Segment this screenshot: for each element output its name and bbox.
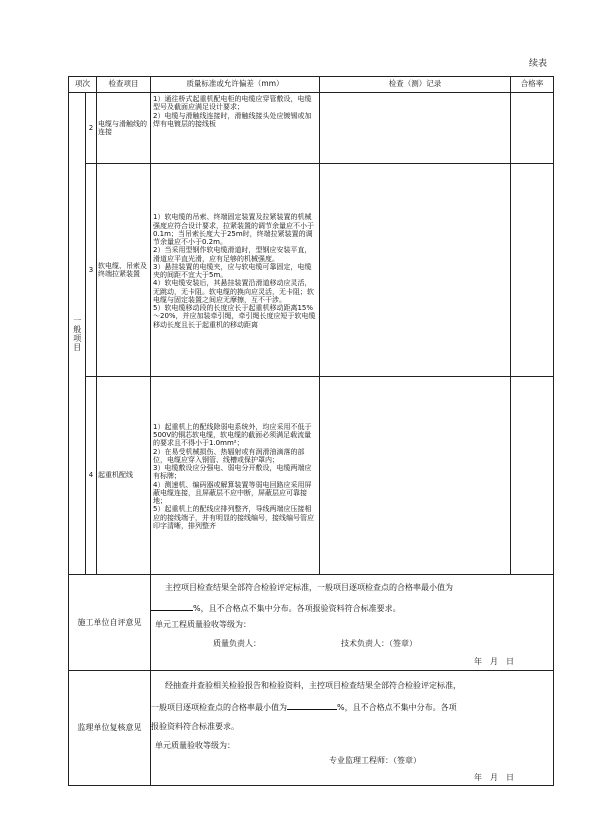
standard-line: 3）悬挂装置的电缆夹，应与软电缆可靠固定，电缆夹的间距不宜大于5m。 xyxy=(153,262,312,279)
header-pass-rate: 合格率 xyxy=(511,77,554,93)
supervision-line4: 单元质量验收等级为： xyxy=(155,741,235,750)
category-cell xyxy=(69,93,86,575)
standard-line: 1）软电缆的吊索、终端固定装置及拉紧装置的机械强度应符合设计要求，拉紧装置的调节余量应不小于0.1m；当吊索长度大于25m时，终端拉紧装置的调节余量应不小于0.2m。 xyxy=(153,213,314,246)
construction-line1: 主控项目检查结果全部符合检验评定标准，一般项目逐项检查点的合格率最小值为 xyxy=(165,583,453,592)
header-record: 检查（测）记录 xyxy=(320,77,511,93)
record-cell[interactable] xyxy=(320,164,511,377)
row-item: 软电缆、吊索及终端拉紧装置 xyxy=(97,164,151,377)
row-no: 3 xyxy=(86,164,97,377)
continued-label: 续表 xyxy=(529,59,548,69)
standard-line: 4）测速机、编码器或解算装置等弱电回路应采用屏蔽电缆连接，且屏蔽层不应中断，屏蔽层应可靠接地； xyxy=(153,480,312,506)
supervision-opinion xyxy=(151,671,554,786)
row-standard xyxy=(151,93,320,164)
tech-lead: 技术负责人：（签章） xyxy=(341,639,417,648)
row-item: 起重机配线 xyxy=(97,377,151,575)
standard-line: 1）通往桥式起重机配电柜的电缆应穿管敷设，电缆型号及截面应满足设计要求； xyxy=(153,95,312,112)
construction-line3: 单元工程质量验收等级为： xyxy=(155,620,251,629)
supervision-line2 xyxy=(151,701,457,713)
pass-rate-cell[interactable] xyxy=(511,377,554,575)
row-standard xyxy=(151,164,320,377)
inspection-table xyxy=(68,76,554,786)
table-row xyxy=(69,164,554,377)
construction-date: 年 月 日 xyxy=(474,657,514,666)
construction-label: 施工单位自评意见 xyxy=(69,575,151,671)
min-pass-rate-blank[interactable] xyxy=(151,602,193,611)
supervision-opinion-row xyxy=(69,671,554,786)
record-cell[interactable] xyxy=(320,377,511,575)
construction-opinion-row xyxy=(69,575,554,671)
header-check-item: 检查项目 xyxy=(97,77,151,93)
standard-line: 5）起重机上的配线应排列整齐，导线两端应压接相应的接线端子，并有明显的接线编号，接线编号管应印字清晰，排列整齐 xyxy=(153,505,314,530)
pass-rate-cell[interactable] xyxy=(511,93,554,164)
min-pass-rate-blank[interactable] xyxy=(287,701,337,710)
supervision-line2-prefix: 一般项目逐项检查点的合格率最小值为 xyxy=(151,703,287,712)
header-item-no: 项次 xyxy=(69,77,97,93)
header-row xyxy=(69,77,554,93)
row-no: 2 xyxy=(86,93,97,164)
construction-line2 xyxy=(151,602,401,614)
construction-line2-text: %，且不合格点不集中分布。各项报验资料符合标准要求。 xyxy=(193,604,401,613)
record-cell[interactable] xyxy=(320,93,511,164)
standard-line: 3）电缆敷设应分强电、弱电分开敷设，电缆两端应有标牌； xyxy=(153,464,312,481)
supervision-line1: 经抽查并查验相关检验报告和检验资料，主控项目检查结果全部符合检验评定标准， xyxy=(165,681,461,690)
supervision-line2-suffix: %，且不合格点不集中分布。各项 xyxy=(337,703,457,712)
standard-line: 1）起重机上的配线除弱电系统外，均应采用不低于500V的铜芯软电缆，软电缆的截面必须满足载流量的要求且不得小于1.0mm²； xyxy=(153,422,312,448)
supervision-engineer: 专业监理工程师：（签章） xyxy=(329,756,421,765)
row-item: 电缆与滑触线的连接 xyxy=(97,93,151,164)
pass-rate-cell[interactable] xyxy=(511,164,554,377)
header-quality-standard: 质量标准或允许偏差（mm） xyxy=(151,77,320,93)
construction-opinion xyxy=(151,575,554,671)
supervision-line3: 报验资料符合标准要求。 xyxy=(151,722,239,731)
standard-line: 2）电缆与滑触线连接时，滑触线接头处应镀锡或加焊有电镀层的接线板 xyxy=(153,111,312,128)
supervision-date: 年 月 日 xyxy=(474,773,514,782)
standard-line: 2）当采用型钢作软电缆滑道时，型钢应安装平直，滑道应平直光滑，应有足够的机械强度。 xyxy=(153,246,312,263)
category-label: 一般项目 xyxy=(72,315,82,352)
supervision-label: 监理单位复核意见 xyxy=(69,671,151,786)
standard-line: 5）软电缆移动段的长度应长于起重机移动距离15%～20%，并应加装牵引绳，牵引绳长度应短于软电缆移动长度且长于起重机的移动距离 xyxy=(153,304,316,329)
table-row xyxy=(69,377,554,575)
quality-lead: 质量负责人： xyxy=(213,639,261,648)
row-no: 4 xyxy=(86,377,97,575)
row-standard xyxy=(151,377,320,575)
standard-line: 2）在易受机械损伤、热辐射或有润滑油滴落的部位，电缆应穿入钢管、线槽或保护罩内； xyxy=(153,447,305,464)
table-row xyxy=(69,93,554,164)
standard-line: 4）软电缆安装后，其悬挂装置沿滑道移动应灵活，无跳动，无卡阻。软电缆的换向应灵活，无卡阻；软电缆与固定装置之间应无摩擦，互不干涉。 xyxy=(153,279,314,304)
